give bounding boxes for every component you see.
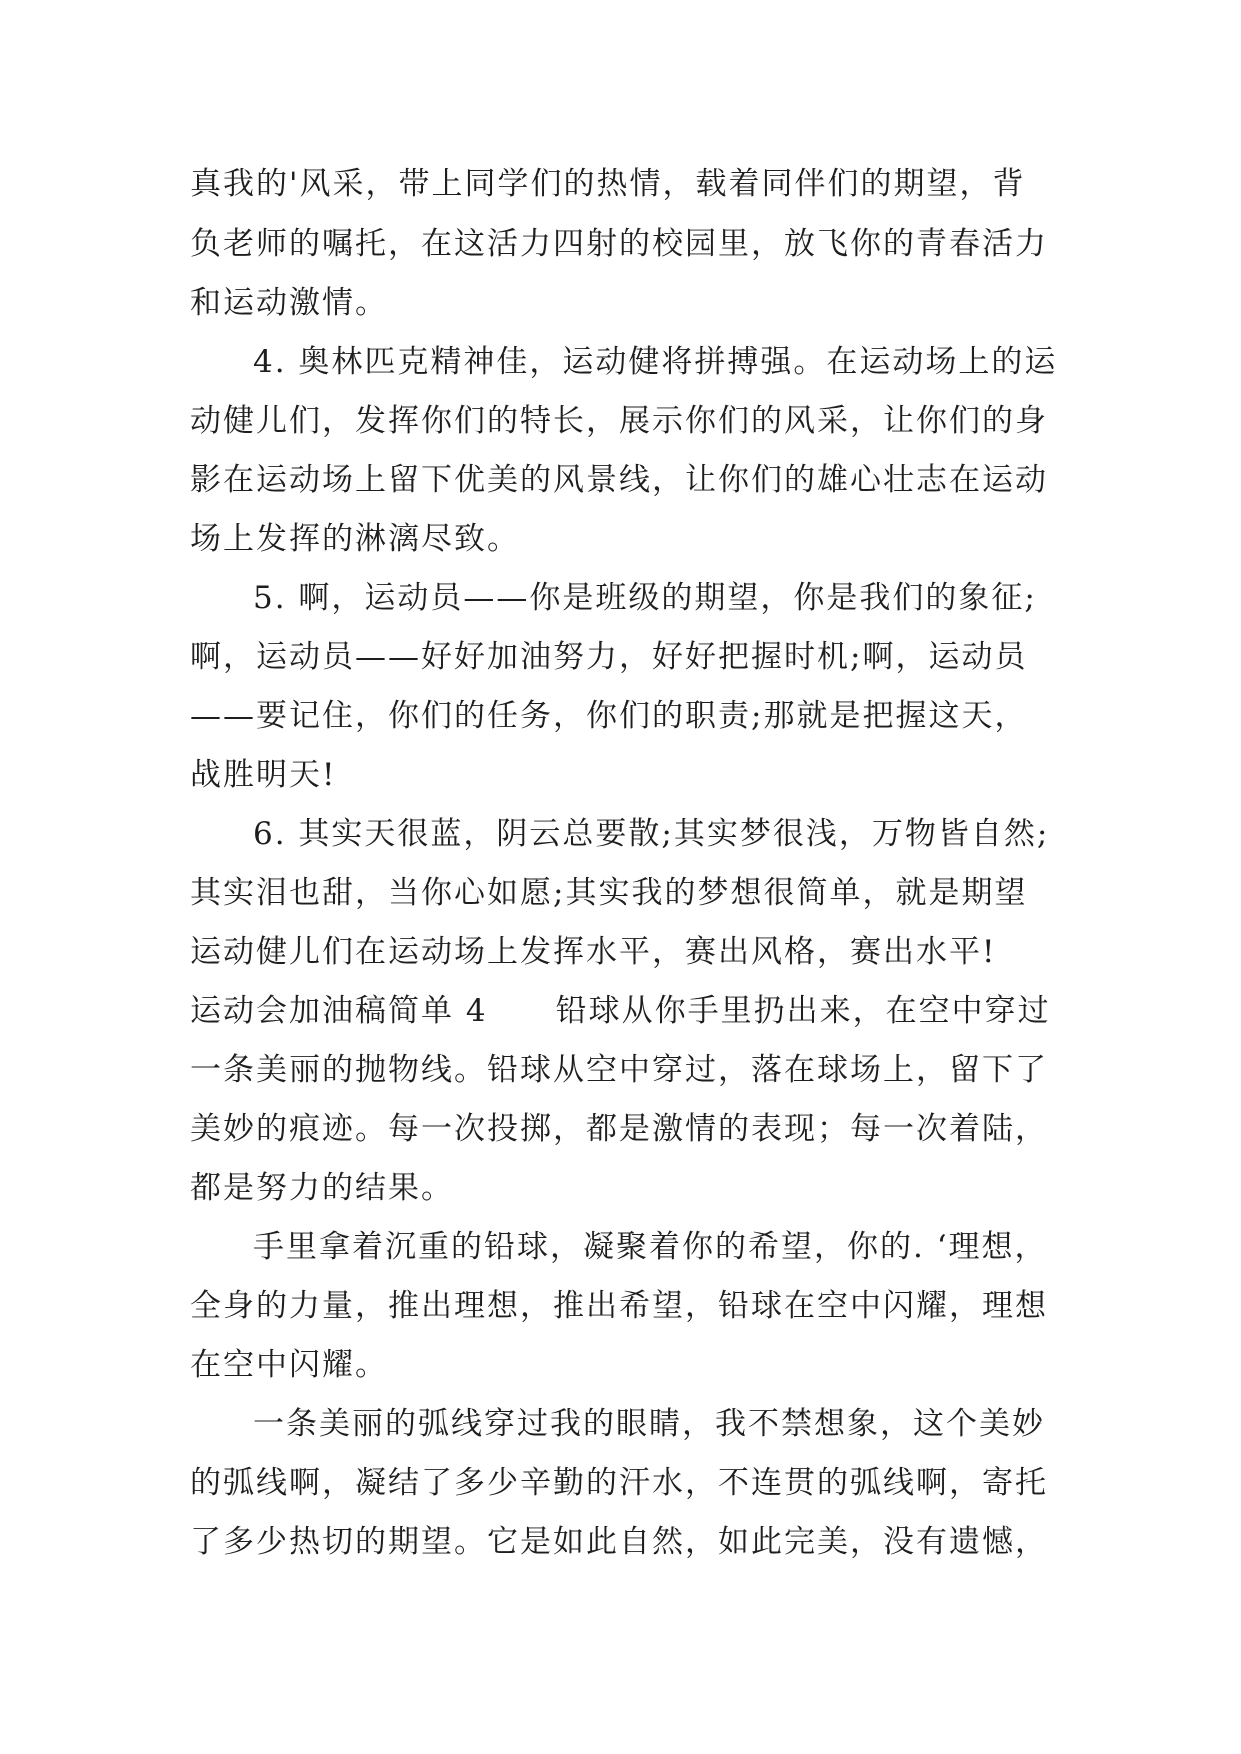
text-line: 在空中闪耀。 xyxy=(190,1347,388,1383)
text-line: 影在运动场上留下优美的风景线，让你们的雄心壮志在运动 xyxy=(190,462,1048,498)
text-line-continuation: 铅球从你手里扔出来，在空中穿过 xyxy=(555,993,1051,1029)
text-line: 和运动激情。 xyxy=(190,285,388,321)
section-heading: 运动会加油稿简单 4 xyxy=(190,993,488,1029)
text-line: 场上发挥的淋漓尽致。 xyxy=(190,521,520,557)
text-line: 了多少热切的期望。它是如此自然，如此完美，没有遗憾， xyxy=(190,1524,1048,1560)
text-line: ——要记住，你们的任务，你们的职责;那就是把握这天， xyxy=(190,698,1028,734)
text-line: 负老师的嘱托，在这活力四射的校园里，放飞你的青春活力 xyxy=(190,226,1048,262)
text-line: 的弧线啊，凝结了多少辛勤的汗水，不连贯的弧线啊，寄托 xyxy=(190,1465,1048,1501)
text-line: 运动健儿们在运动场上发挥水平，赛出风格，赛出水平! xyxy=(190,934,997,970)
text-line: 全身的力量，推出理想，推出希望，铅球在空中闪耀，理想 xyxy=(190,1288,1048,1324)
paragraph-6-start: 6. 其实天很蓝，阴云总要散;其实梦很浅，万物皆自然; xyxy=(253,816,1050,852)
paragraph-start: 一条美丽的弧线穿过我的眼睛，我不禁想象，这个美妙 xyxy=(253,1406,1045,1442)
text-line: 都是努力的结果。 xyxy=(190,1170,454,1206)
text-line: 美妙的痕迹。每一次投掷，都是激情的表现；每一次着陆， xyxy=(190,1111,1048,1147)
text-line: 战胜明天! xyxy=(190,757,337,793)
text-line: 真我的'风采，带上同学们的热情，载着同伴们的期望，背 xyxy=(190,166,1026,202)
text-line: 其实泪也甜，当你心如愿;其实我的梦想很简单，就是期望 xyxy=(190,875,1028,911)
paragraph-5-start: 5. 啊，运动员——你是班级的期望，你是我们的象征; xyxy=(253,580,1037,616)
section-heading-line xyxy=(190,991,1070,1031)
text-line: 一条美丽的抛物线。铅球从空中穿过，落在球场上，留下了 xyxy=(190,1052,1048,1088)
text-line: 啊，运动员——好好加油努力，好好把握时机;啊，运动员 xyxy=(190,639,1028,675)
paragraph-4-start: 4. 奥林匹克精神佳，运动健将拼搏强。在运动场上的运 xyxy=(253,344,1058,380)
paragraph-start: 手里拿着沉重的铅球，凝聚着你的希望，你的. ‘理想， xyxy=(253,1229,1048,1265)
text-line: 动健儿们，发挥你们的特长，展示你们的风采，让你们的身 xyxy=(190,403,1048,439)
